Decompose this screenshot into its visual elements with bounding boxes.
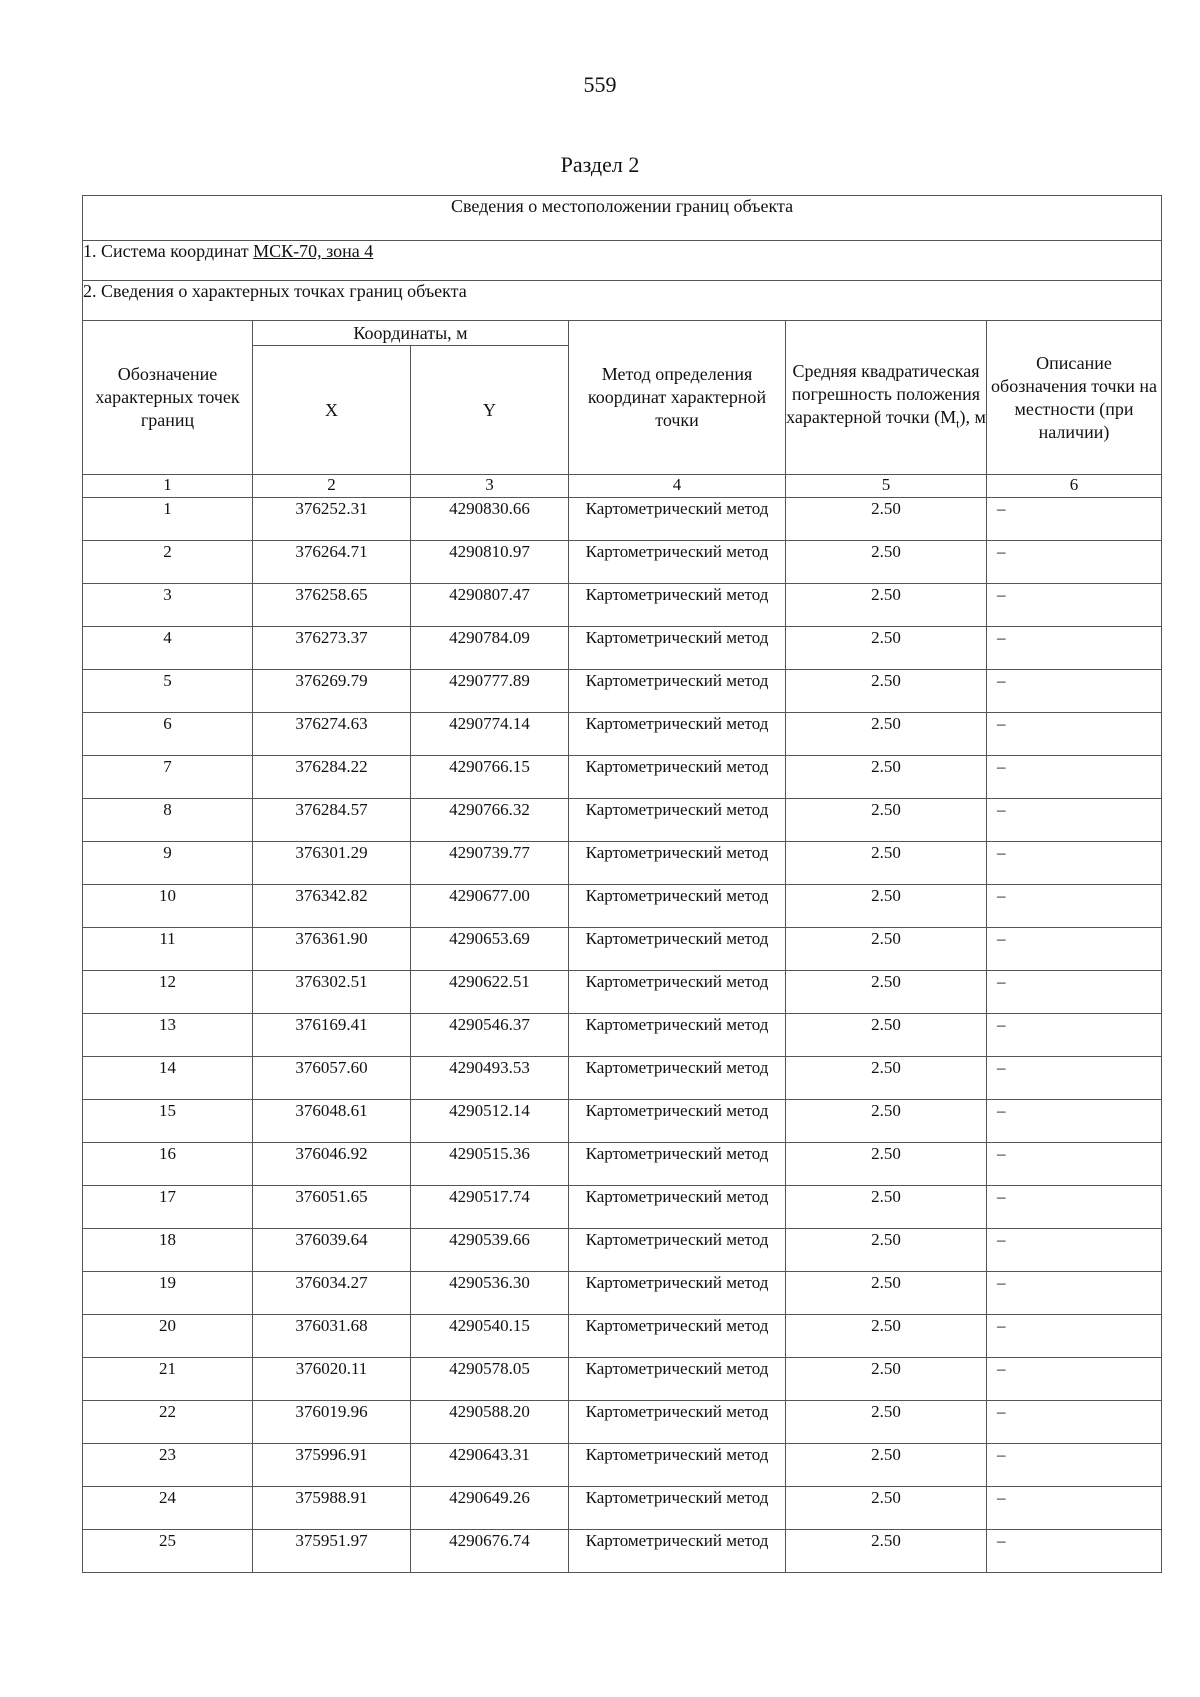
x-coordinate-cell: 376301.29 <box>253 842 411 885</box>
method-cell: Картометрический метод <box>569 971 786 1014</box>
description-cell: – <box>987 1444 1162 1487</box>
description-cell: – <box>987 1272 1162 1315</box>
table-row <box>83 541 1162 584</box>
y-coordinate-cell: 4290515.36 <box>411 1143 569 1186</box>
method-cell: Картометрический метод <box>569 1057 786 1100</box>
table-body <box>83 498 1162 1573</box>
error-cell: 2.50 <box>786 756 987 799</box>
table-row <box>83 1444 1162 1487</box>
point-number-cell: 12 <box>83 971 253 1014</box>
description-cell: – <box>987 1229 1162 1272</box>
table-row <box>83 799 1162 842</box>
error-cell: 2.50 <box>786 971 987 1014</box>
error-cell: 2.50 <box>786 1315 987 1358</box>
description-cell: – <box>987 842 1162 885</box>
point-number-cell: 13 <box>83 1014 253 1057</box>
y-coordinate-cell: 4290774.14 <box>411 713 569 756</box>
y-coordinate-cell: 4290766.15 <box>411 756 569 799</box>
y-coordinate-cell: 4290539.66 <box>411 1229 569 1272</box>
description-cell: – <box>987 885 1162 928</box>
point-number-cell: 15 <box>83 1100 253 1143</box>
error-cell: 2.50 <box>786 885 987 928</box>
description-cell: – <box>987 1186 1162 1229</box>
description-cell: – <box>987 498 1162 541</box>
x-coordinate-cell: 375996.91 <box>253 1444 411 1487</box>
header-error-unit: ), м <box>959 406 986 427</box>
error-cell: 2.50 <box>786 1014 987 1057</box>
table-row <box>83 1315 1162 1358</box>
point-number-cell: 24 <box>83 1487 253 1530</box>
x-coordinate-cell: 376031.68 <box>253 1315 411 1358</box>
table-row <box>83 1229 1162 1272</box>
description-cell: – <box>987 584 1162 627</box>
description-cell: – <box>987 1100 1162 1143</box>
y-coordinate-cell: 4290807.47 <box>411 584 569 627</box>
y-coordinate-cell: 4290578.05 <box>411 1358 569 1401</box>
method-cell: Картометрический метод <box>569 498 786 541</box>
error-cell: 2.50 <box>786 1444 987 1487</box>
header-y: Y <box>411 346 569 475</box>
y-coordinate-cell: 4290546.37 <box>411 1014 569 1057</box>
column-number: 2 <box>253 475 411 498</box>
y-coordinate-cell: 4290677.00 <box>411 885 569 928</box>
error-cell: 2.50 <box>786 713 987 756</box>
error-cell: 2.50 <box>786 498 987 541</box>
point-number-cell: 8 <box>83 799 253 842</box>
x-coordinate-cell: 376264.71 <box>253 541 411 584</box>
table-row <box>83 627 1162 670</box>
description-cell: – <box>987 1014 1162 1057</box>
x-coordinate-cell: 376057.60 <box>253 1057 411 1100</box>
page-number: 559 <box>583 72 617 97</box>
error-cell: 2.50 <box>786 1057 987 1100</box>
x-coordinate-cell: 376034.27 <box>253 1272 411 1315</box>
table-row <box>83 928 1162 971</box>
y-coordinate-cell: 4290739.77 <box>411 842 569 885</box>
description-cell: – <box>987 713 1162 756</box>
y-coordinate-cell: 4290777.89 <box>411 670 569 713</box>
description-cell: – <box>987 541 1162 584</box>
point-number-cell: 20 <box>83 1315 253 1358</box>
error-cell: 2.50 <box>786 1229 987 1272</box>
boundary-table <box>82 195 1162 1573</box>
method-cell: Картометрический метод <box>569 799 786 842</box>
header-error-text: Средняя квадратическая погрешность положения характерной точки (M <box>786 360 981 427</box>
table-row <box>83 1100 1162 1143</box>
error-cell: 2.50 <box>786 1530 987 1573</box>
description-cell: – <box>987 1487 1162 1530</box>
x-coordinate-cell: 376284.22 <box>253 756 411 799</box>
method-cell: Картометрический метод <box>569 1315 786 1358</box>
x-coordinate-cell: 376169.41 <box>253 1014 411 1057</box>
description-cell: – <box>987 756 1162 799</box>
point-number-cell: 22 <box>83 1401 253 1444</box>
point-number-cell: 14 <box>83 1057 253 1100</box>
error-cell: 2.50 <box>786 670 987 713</box>
error-cell: 2.50 <box>786 799 987 842</box>
column-number: 4 <box>569 475 786 498</box>
point-number-cell: 16 <box>83 1143 253 1186</box>
table-row <box>83 1057 1162 1100</box>
y-coordinate-cell: 4290653.69 <box>411 928 569 971</box>
x-coordinate-cell: 376020.11 <box>253 1358 411 1401</box>
x-coordinate-cell: 376273.37 <box>253 627 411 670</box>
table-row <box>83 1186 1162 1229</box>
point-number-cell: 2 <box>83 541 253 584</box>
method-cell: Картометрический метод <box>569 1186 786 1229</box>
x-coordinate-cell: 376252.31 <box>253 498 411 541</box>
description-cell: – <box>987 670 1162 713</box>
table-row <box>83 584 1162 627</box>
table-row <box>83 1358 1162 1401</box>
point-number-cell: 17 <box>83 1186 253 1229</box>
point-number-cell: 11 <box>83 928 253 971</box>
y-coordinate-cell: 4290536.30 <box>411 1272 569 1315</box>
description-cell: – <box>987 627 1162 670</box>
y-coordinate-cell: 4290540.15 <box>411 1315 569 1358</box>
table-row <box>83 885 1162 928</box>
method-cell: Картометрический метод <box>569 1487 786 1530</box>
point-number-cell: 23 <box>83 1444 253 1487</box>
point-number-cell: 19 <box>83 1272 253 1315</box>
header-x: X <box>253 346 411 475</box>
table-title: Сведения о местоположении границ объекта <box>83 196 1162 241</box>
method-cell: Картометрический метод <box>569 713 786 756</box>
table-row <box>83 842 1162 885</box>
method-cell: Картометрический метод <box>569 756 786 799</box>
y-coordinate-cell: 4290493.53 <box>411 1057 569 1100</box>
x-coordinate-cell: 376048.61 <box>253 1100 411 1143</box>
error-cell: 2.50 <box>786 1186 987 1229</box>
x-coordinate-cell: 375951.97 <box>253 1530 411 1573</box>
x-coordinate-cell: 376051.65 <box>253 1186 411 1229</box>
coordinate-system-label: 1. Система координат <box>83 241 254 261</box>
method-cell: Картометрический метод <box>569 842 786 885</box>
coordinate-system <box>83 241 1162 281</box>
coordinate-system-value: МСК-70, зона 4 <box>253 241 374 261</box>
error-cell: 2.50 <box>786 1143 987 1186</box>
y-coordinate-cell: 4290676.74 <box>411 1530 569 1573</box>
table-row <box>83 756 1162 799</box>
x-coordinate-cell: 376302.51 <box>253 971 411 1014</box>
table-row <box>83 1143 1162 1186</box>
column-number: 3 <box>411 475 569 498</box>
error-cell: 2.50 <box>786 541 987 584</box>
x-coordinate-cell: 376274.63 <box>253 713 411 756</box>
section-title: Раздел 2 <box>560 152 640 177</box>
method-cell: Картометрический метод <box>569 1272 786 1315</box>
description-cell: – <box>987 928 1162 971</box>
y-coordinate-cell: 4290766.32 <box>411 799 569 842</box>
x-coordinate-cell: 376019.96 <box>253 1401 411 1444</box>
description-cell: – <box>987 1315 1162 1358</box>
x-coordinate-cell: 376342.82 <box>253 885 411 928</box>
error-cell: 2.50 <box>786 1487 987 1530</box>
description-cell: – <box>987 1143 1162 1186</box>
y-coordinate-cell: 4290649.26 <box>411 1487 569 1530</box>
y-coordinate-cell: 4290810.97 <box>411 541 569 584</box>
column-numbers-row <box>83 475 1162 498</box>
header-error <box>786 321 987 475</box>
point-number-cell: 10 <box>83 885 253 928</box>
x-coordinate-cell: 376361.90 <box>253 928 411 971</box>
point-number-cell: 21 <box>83 1358 253 1401</box>
error-cell: 2.50 <box>786 1401 987 1444</box>
method-cell: Картометрический метод <box>569 1358 786 1401</box>
description-cell: – <box>987 799 1162 842</box>
method-cell: Картометрический метод <box>569 1401 786 1444</box>
point-number-cell: 3 <box>83 584 253 627</box>
table-row <box>83 498 1162 541</box>
header-coordinates: Координаты, м <box>253 321 569 346</box>
error-cell: 2.50 <box>786 584 987 627</box>
method-cell: Картометрический метод <box>569 670 786 713</box>
description-cell: – <box>987 1530 1162 1573</box>
header-designation: Обозначение характерных точек границ <box>83 321 253 475</box>
table-row <box>83 1272 1162 1315</box>
y-coordinate-cell: 4290512.14 <box>411 1100 569 1143</box>
point-number-cell: 5 <box>83 670 253 713</box>
table-row <box>83 713 1162 756</box>
x-coordinate-cell: 376258.65 <box>253 584 411 627</box>
x-coordinate-cell: 375988.91 <box>253 1487 411 1530</box>
method-cell: Картометрический метод <box>569 541 786 584</box>
error-cell: 2.50 <box>786 842 987 885</box>
description-cell: – <box>987 1358 1162 1401</box>
description-cell: – <box>987 1057 1162 1100</box>
table-row <box>83 1014 1162 1057</box>
method-cell: Картометрический метод <box>569 1100 786 1143</box>
table-row <box>83 1530 1162 1573</box>
error-cell: 2.50 <box>786 627 987 670</box>
point-number-cell: 1 <box>83 498 253 541</box>
point-number-cell: 7 <box>83 756 253 799</box>
y-coordinate-cell: 4290830.66 <box>411 498 569 541</box>
header-error-subscript: t <box>956 416 960 431</box>
error-cell: 2.50 <box>786 1358 987 1401</box>
description-cell: – <box>987 971 1162 1014</box>
error-cell: 2.50 <box>786 928 987 971</box>
method-cell: Картометрический метод <box>569 1143 786 1186</box>
method-cell: Картометрический метод <box>569 1530 786 1573</box>
y-coordinate-cell: 4290517.74 <box>411 1186 569 1229</box>
point-number-cell: 6 <box>83 713 253 756</box>
table-row <box>83 1401 1162 1444</box>
x-coordinate-cell: 376039.64 <box>253 1229 411 1272</box>
method-cell: Картометрический метод <box>569 1229 786 1272</box>
y-coordinate-cell: 4290643.31 <box>411 1444 569 1487</box>
x-coordinate-cell: 376269.79 <box>253 670 411 713</box>
description-cell: – <box>987 1401 1162 1444</box>
column-number: 1 <box>83 475 253 498</box>
method-cell: Картометрический метод <box>569 1014 786 1057</box>
table-row <box>83 971 1162 1014</box>
table-row <box>83 1487 1162 1530</box>
y-coordinate-cell: 4290588.20 <box>411 1401 569 1444</box>
method-cell: Картометрический метод <box>569 928 786 971</box>
header-description: Описание обозначения точки на местности (при наличии) <box>987 321 1162 475</box>
column-number: 6 <box>987 475 1162 498</box>
method-cell: Картометрический метод <box>569 627 786 670</box>
error-cell: 2.50 <box>786 1100 987 1143</box>
method-cell: Картометрический метод <box>569 885 786 928</box>
point-number-cell: 18 <box>83 1229 253 1272</box>
table-row <box>83 670 1162 713</box>
method-cell: Картометрический метод <box>569 584 786 627</box>
error-cell: 2.50 <box>786 1272 987 1315</box>
method-cell: Картометрический метод <box>569 1444 786 1487</box>
y-coordinate-cell: 4290622.51 <box>411 971 569 1014</box>
point-number-cell: 9 <box>83 842 253 885</box>
x-coordinate-cell: 376284.57 <box>253 799 411 842</box>
point-number-cell: 25 <box>83 1530 253 1573</box>
y-coordinate-cell: 4290784.09 <box>411 627 569 670</box>
point-number-cell: 4 <box>83 627 253 670</box>
x-coordinate-cell: 376046.92 <box>253 1143 411 1186</box>
column-number: 5 <box>786 475 987 498</box>
points-heading: 2. Сведения о характерных точках границ объекта <box>83 281 1162 321</box>
header-method: Метод определения координат характерной точки <box>569 321 786 475</box>
